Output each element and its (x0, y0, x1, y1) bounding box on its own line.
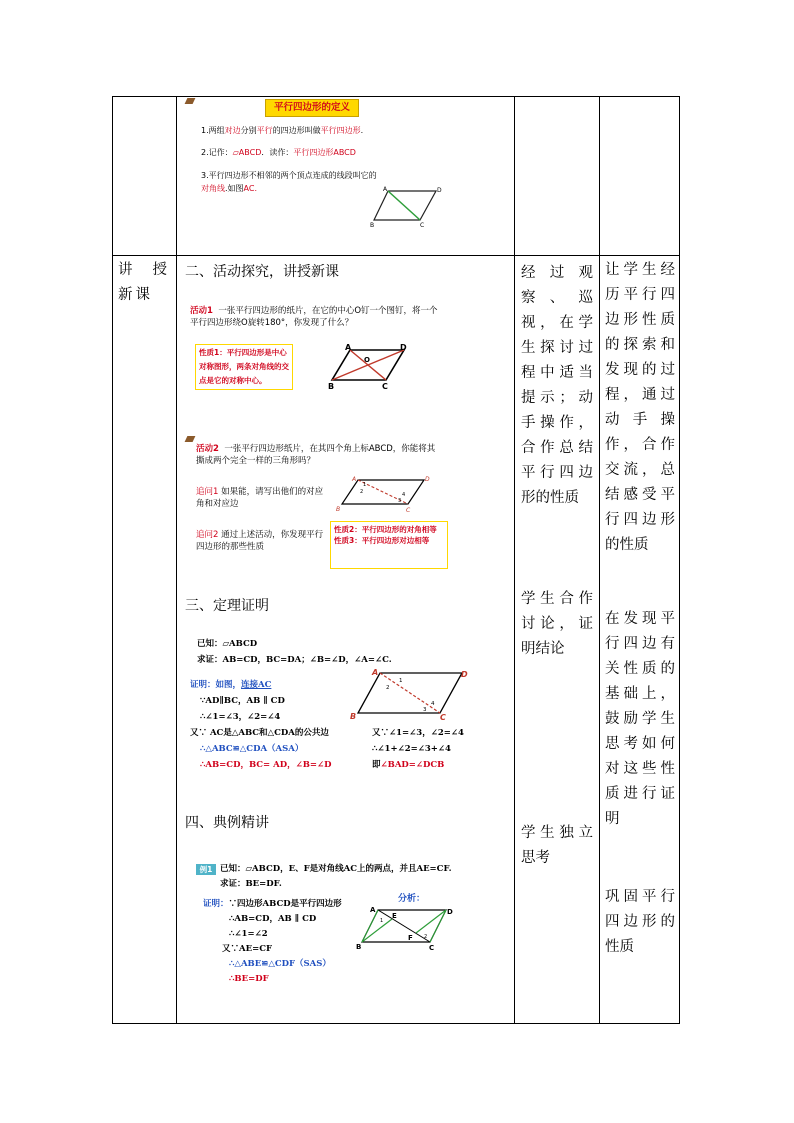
svg-text:F: F (408, 934, 413, 942)
example-proof-1: ∴AB=CD，AB ∥ CD (229, 914, 317, 924)
svg-text:B: B (350, 712, 357, 721)
definition-line-1: 1.两组对边分别平行的四边形叫做平行四边形. (201, 126, 364, 135)
proof-to-prove: 求证：AB=CD，BC=DA；∠B=∠D，∠A=∠C. (197, 655, 392, 665)
svg-text:B: B (370, 222, 375, 229)
proof-intro: 证明：如图，连接AC (190, 680, 272, 690)
section-3-heading: 三、定理证明 (185, 598, 269, 614)
proof-line-4: ∴△ABC≌△CDA（ASA） (200, 744, 304, 754)
svg-text:A: A (345, 343, 352, 352)
definition-line-3: 3.平行四边形不相邻的两个顶点连成的线段叫它的 (201, 171, 377, 180)
property-2-3-box (330, 521, 448, 569)
row-label: 讲授新课 (118, 262, 170, 303)
property-2: 性质2：平行四边形的对角相等 (334, 525, 437, 534)
svg-text:C: C (382, 382, 388, 391)
example-proof-start: 证明：∵四边形ABCD是平行四边形 (203, 899, 342, 909)
svg-text:A: A (352, 476, 357, 483)
design-intent-2: 在发现平行四边有关性质的基础上，鼓励学生思考如何对这些性质进行证明 (605, 611, 675, 827)
svg-text:D: D (461, 670, 468, 679)
rotation-figure (328, 342, 418, 392)
row-divider (113, 255, 679, 256)
svg-text:B: B (328, 382, 335, 391)
svg-text:4: 4 (402, 492, 406, 498)
proof-right-2: ∴∠1+∠2=∠3+∠4 (372, 744, 451, 754)
definition-title: 平行四边形的定义 (265, 99, 359, 117)
section-2-heading: 二、活动探究，讲授新课 (185, 264, 339, 280)
column-divider-2 (514, 97, 515, 1023)
definition-line-4: 对角线.如图AC. (201, 184, 258, 193)
svg-text:2: 2 (424, 934, 428, 940)
activity-1-text: 活动1 一张平行四边形的纸片，在它的中心O钉一个图钉，将一个平行四边形绕O旋转180°，你发现了什么？ (190, 306, 438, 328)
svg-text:C: C (420, 222, 425, 229)
definition-line-2: 2.记作：▱ABCD．读作：平行四边形ABCD (201, 148, 356, 157)
example-figure (356, 904, 456, 954)
example-given: 已知：▱ABCD，E、F是对角线AC上的两点，并且AE=CF. (220, 864, 452, 874)
proof-figure (350, 665, 470, 725)
svg-text:E: E (392, 912, 397, 920)
activity-2-text: 活动2 一张平行四边形纸片，在其四个角上标ABCD，你能将其撕成两个完全一样的三角形吗？ (196, 444, 436, 466)
column-divider-1 (176, 97, 177, 1023)
svg-text:2: 2 (386, 685, 390, 691)
example-badge: 例1 (196, 864, 216, 875)
proof-right-1: 又∵∠1=∠3，∠2=∠4 (372, 728, 464, 738)
svg-text:B: B (336, 506, 341, 513)
svg-text:D: D (425, 476, 430, 483)
question-1-text: 追问1 如果能，请写出他们的对应角和对应边 (196, 487, 324, 509)
svg-text:C: C (406, 507, 411, 514)
design-intent-1: 让学生经历平行四边形性质的探索和发现的过程，通过动手操作，合作交流，总结感受平行四边形的性质 (605, 262, 675, 553)
proof-line-2: ∴∠1=∠3，∠2=∠4 (200, 712, 281, 722)
example-to-prove: 求证：BE=DF. (220, 879, 282, 889)
svg-text:D: D (447, 908, 453, 916)
student-activity-1: 经过观察、巡视，在学生探讨过程中适当提示；动手操作，合作总结平行四边形的性质 (521, 265, 593, 506)
section-4-heading: 四、典例精讲 (185, 815, 269, 831)
column-divider-3 (599, 97, 600, 1023)
proof-line-3: 又∵ AC是△ABC和△CDA的公共边 (190, 728, 329, 738)
svg-text:1: 1 (380, 918, 384, 924)
proof-given: 已知：▱ABCD (197, 639, 258, 649)
svg-text:1: 1 (363, 482, 367, 488)
example-proof-2: ∴∠1=∠2 (229, 929, 268, 939)
proof-line-1: ∵AD∥BC，AB ∥ CD (200, 696, 285, 706)
example-proof-5: ∴BE=DF (229, 974, 269, 984)
analysis-label: 分析： (398, 894, 426, 904)
svg-text:A: A (372, 668, 379, 677)
svg-text:O: O (364, 356, 370, 364)
example-proof-4: ∴△ABE≌△CDF（SAS） (229, 959, 331, 969)
svg-text:3: 3 (423, 707, 427, 713)
property-3: 性质3：平行四边形对边相等 (334, 536, 430, 545)
svg-text:4: 4 (431, 701, 435, 707)
svg-text:3: 3 (398, 498, 402, 504)
svg-text:B: B (356, 943, 362, 951)
svg-text:2: 2 (360, 489, 364, 495)
design-intent-3: 巩固平行四边形的性质 (605, 889, 675, 955)
svg-text:C: C (429, 944, 435, 952)
svg-text:1: 1 (399, 678, 403, 684)
definition-figure (370, 184, 450, 230)
proof-line-5: ∴AB=CD，BC= AD，∠B=∠D (200, 760, 332, 770)
svg-text:D: D (400, 343, 407, 352)
svg-text:A: A (383, 186, 388, 193)
student-activity-3: 学生独立思考 (521, 825, 593, 866)
svg-text:C: C (440, 713, 446, 722)
proof-right-3: 即∠BAD=∠DCB (372, 760, 445, 770)
tear-figure (336, 474, 432, 514)
example-proof-3: 又∵AE=CF (222, 944, 272, 954)
svg-text:D: D (437, 187, 442, 194)
property-1-box: 性质1：平行四边形是中心对称图形，两条对角线的交点是它的对称中心。 (195, 344, 293, 390)
svg-text:A: A (370, 906, 376, 914)
student-activity-2: 学生合作讨论，证明结论 (521, 591, 593, 657)
question-2-text: 追问2 通过上述活动，你发现平行四边形的那些性质 (196, 530, 324, 552)
